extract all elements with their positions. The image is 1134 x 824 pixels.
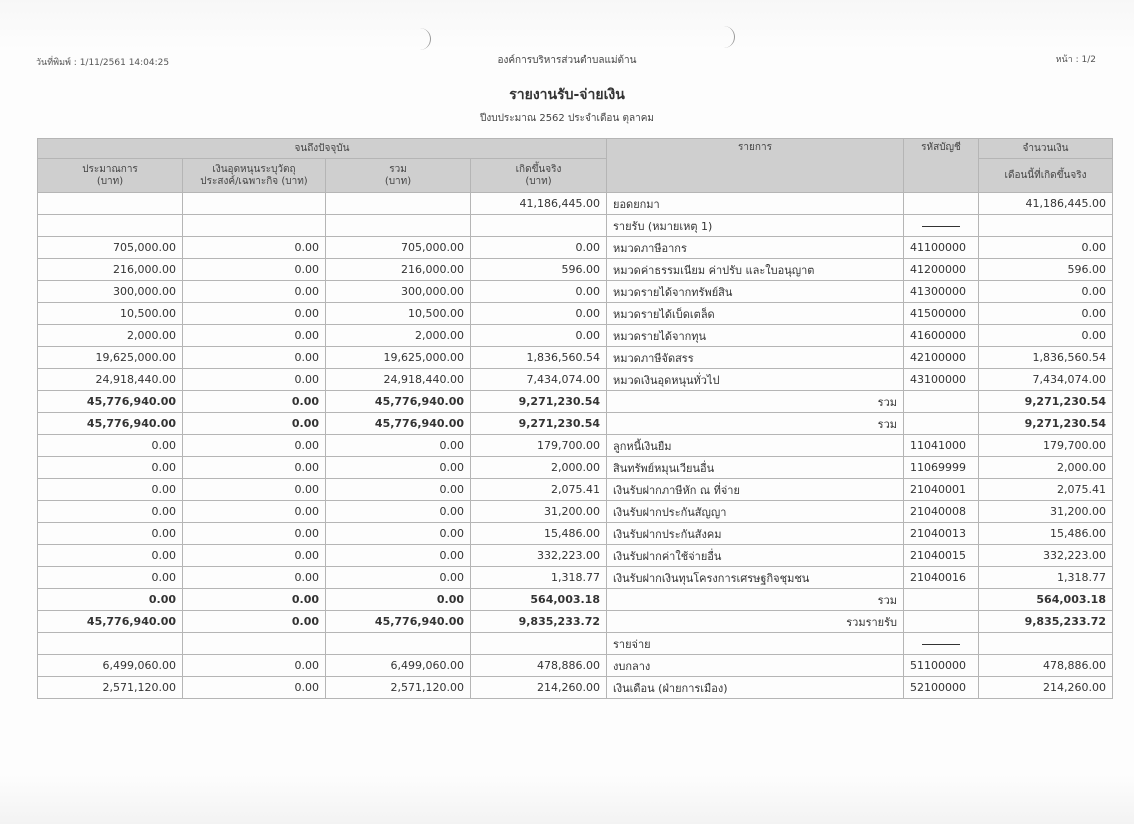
section-underline bbox=[922, 644, 960, 645]
cell-amount: 564,003.18 bbox=[979, 589, 1113, 611]
cell-item: หมวดเงินอุดหนุนทั่วไป bbox=[607, 369, 904, 391]
cell-account-code: 42100000 bbox=[904, 347, 979, 369]
cell-account-code: 21040008 bbox=[904, 501, 979, 523]
cell-specific-grant: 0.00 bbox=[183, 655, 326, 677]
cell-amount bbox=[979, 633, 1113, 655]
cell-item: หมวดภาษีจัดสรร bbox=[607, 347, 904, 369]
cell-amount: 15,486.00 bbox=[979, 523, 1113, 545]
cell-amount: 2,000.00 bbox=[979, 457, 1113, 479]
cell-sum: 19,625,000.00 bbox=[326, 347, 471, 369]
cell-amount: 9,271,230.54 bbox=[979, 413, 1113, 435]
cell-sum: 0.00 bbox=[326, 545, 471, 567]
cell-specific-grant: 0.00 bbox=[183, 413, 326, 435]
cell-specific-grant: 0.00 bbox=[183, 479, 326, 501]
cell-specific-grant: 0.00 bbox=[183, 325, 326, 347]
table-row bbox=[38, 479, 1113, 501]
cell-account-code: 43100000 bbox=[904, 369, 979, 391]
cell-estimate: 19,625,000.00 bbox=[38, 347, 183, 369]
cell-amount: 1,836,560.54 bbox=[979, 347, 1113, 369]
cell-sum: 45,776,940.00 bbox=[326, 413, 471, 435]
cell-specific-grant: 0.00 bbox=[183, 347, 326, 369]
cell-sum: 24,918,440.00 bbox=[326, 369, 471, 391]
table-row bbox=[38, 655, 1113, 677]
cell-actual: 0.00 bbox=[471, 281, 607, 303]
cell-specific-grant: 0.00 bbox=[183, 567, 326, 589]
cell-actual bbox=[471, 633, 607, 655]
cell-actual: 596.00 bbox=[471, 259, 607, 281]
table-row bbox=[38, 633, 1113, 655]
cell-estimate: 216,000.00 bbox=[38, 259, 183, 281]
cell-account-code bbox=[904, 193, 979, 215]
cell-item: เงินรับฝากเงินทุนโครงการเศรษฐกิจชุมชน bbox=[607, 567, 904, 589]
cell-amount: 596.00 bbox=[979, 259, 1113, 281]
cell-item: รวม bbox=[607, 413, 904, 435]
cell-actual: 1,836,560.54 bbox=[471, 347, 607, 369]
report-subtitle: ปีงบประมาณ 2562 ประจำเดือน ตุลาคม bbox=[480, 113, 654, 124]
cell-amount: 179,700.00 bbox=[979, 435, 1113, 457]
cell-sum: 45,776,940.00 bbox=[326, 391, 471, 413]
header-group-to-date: จนถึงปัจจุบัน bbox=[38, 139, 607, 159]
cell-specific-grant: 0.00 bbox=[183, 435, 326, 457]
cell-account-code: 21040015 bbox=[904, 545, 979, 567]
header-estimate: ประมาณการ (บาท) bbox=[38, 159, 183, 193]
receipt-payment-table bbox=[37, 138, 1113, 699]
table-row bbox=[38, 435, 1113, 457]
cell-account-code: 41200000 bbox=[904, 259, 979, 281]
table-row bbox=[38, 677, 1113, 699]
table-row bbox=[38, 303, 1113, 325]
cell-actual bbox=[471, 215, 607, 237]
cell-amount: 41,186,445.00 bbox=[979, 193, 1113, 215]
cell-estimate bbox=[38, 633, 183, 655]
cell-specific-grant: 0.00 bbox=[183, 457, 326, 479]
cell-amount: 0.00 bbox=[979, 237, 1113, 259]
cell-item: ยอดยกมา bbox=[607, 193, 904, 215]
cell-account-code: 41600000 bbox=[904, 325, 979, 347]
cell-specific-grant: 0.00 bbox=[183, 237, 326, 259]
cell-item: สินทรัพย์หมุนเวียนอื่น bbox=[607, 457, 904, 479]
table-row bbox=[38, 369, 1113, 391]
page-number: หน้า : 1/2 bbox=[1055, 55, 1096, 65]
cell-estimate bbox=[38, 215, 183, 237]
cell-estimate bbox=[38, 193, 183, 215]
cell-sum bbox=[326, 193, 471, 215]
cell-amount: 9,835,233.72 bbox=[979, 611, 1113, 633]
cell-estimate: 0.00 bbox=[38, 567, 183, 589]
cell-specific-grant: 0.00 bbox=[183, 391, 326, 413]
cell-actual: 214,260.00 bbox=[471, 677, 607, 699]
cell-specific-grant: 0.00 bbox=[183, 589, 326, 611]
cell-sum: 0.00 bbox=[326, 457, 471, 479]
cell-item: รายจ่าย bbox=[607, 633, 904, 655]
cell-sum: 0.00 bbox=[326, 435, 471, 457]
table-row bbox=[38, 281, 1113, 303]
cell-item: หมวดภาษีอากร bbox=[607, 237, 904, 259]
cell-item: เงินรับฝากประกันสังคม bbox=[607, 523, 904, 545]
cell-specific-grant: 0.00 bbox=[183, 259, 326, 281]
cell-estimate: 300,000.00 bbox=[38, 281, 183, 303]
cell-actual: 9,271,230.54 bbox=[471, 413, 607, 435]
table-row bbox=[38, 259, 1113, 281]
cell-estimate: 45,776,940.00 bbox=[38, 611, 183, 633]
table-row bbox=[38, 457, 1113, 479]
cell-item: รายรับ (หมายเหตุ 1) bbox=[607, 215, 904, 237]
table-row bbox=[38, 391, 1113, 413]
cell-account-code: 11041000 bbox=[904, 435, 979, 457]
table-row bbox=[38, 325, 1113, 347]
cell-item: หมวดรายได้เบ็ดเตล็ด bbox=[607, 303, 904, 325]
cell-sum: 45,776,940.00 bbox=[326, 611, 471, 633]
cell-actual: 9,835,233.72 bbox=[471, 611, 607, 633]
cell-sum: 10,500.00 bbox=[326, 303, 471, 325]
cell-account-code: 21040001 bbox=[904, 479, 979, 501]
cell-actual: 332,223.00 bbox=[471, 545, 607, 567]
cell-item: หมวดค่าธรรมเนียม ค่าปรับ และใบอนุญาต bbox=[607, 259, 904, 281]
report-title: รายงานรับ-จ่ายเงิน bbox=[509, 87, 625, 103]
cell-actual: 478,886.00 bbox=[471, 655, 607, 677]
cell-actual: 564,003.18 bbox=[471, 589, 607, 611]
cell-account-code bbox=[904, 633, 979, 655]
table-row bbox=[38, 237, 1113, 259]
cell-actual: 2,075.41 bbox=[471, 479, 607, 501]
cell-actual: 0.00 bbox=[471, 325, 607, 347]
table-row bbox=[38, 589, 1113, 611]
cell-specific-grant: 0.00 bbox=[183, 523, 326, 545]
header-specific-grant: เงินอุดหนุนระบุวัตถุ ประสงค์/เฉพาะกิจ (บาท) bbox=[183, 159, 326, 193]
cell-estimate: 2,571,120.00 bbox=[38, 677, 183, 699]
cell-estimate: 0.00 bbox=[38, 501, 183, 523]
cell-sum: 0.00 bbox=[326, 523, 471, 545]
header-item: รายการ bbox=[607, 139, 904, 193]
table-row bbox=[38, 611, 1113, 633]
cell-estimate: 10,500.00 bbox=[38, 303, 183, 325]
cell-account-code: 11069999 bbox=[904, 457, 979, 479]
cell-item: หมวดรายได้จากทรัพย์สิน bbox=[607, 281, 904, 303]
cell-account-code: 52100000 bbox=[904, 677, 979, 699]
cell-estimate: 6,499,060.00 bbox=[38, 655, 183, 677]
header-account-code: รหัสบัญชี bbox=[904, 139, 979, 193]
cell-estimate: 705,000.00 bbox=[38, 237, 183, 259]
cell-amount: 0.00 bbox=[979, 281, 1113, 303]
cell-item: หมวดรายได้จากทุน bbox=[607, 325, 904, 347]
cell-sum: 0.00 bbox=[326, 479, 471, 501]
cell-amount: 31,200.00 bbox=[979, 501, 1113, 523]
cell-amount: 7,434,074.00 bbox=[979, 369, 1113, 391]
cell-estimate: 2,000.00 bbox=[38, 325, 183, 347]
section-underline bbox=[922, 226, 960, 227]
cell-amount: 2,075.41 bbox=[979, 479, 1113, 501]
cell-item: ลูกหนี้เงินยืม bbox=[607, 435, 904, 457]
cell-sum bbox=[326, 215, 471, 237]
header-actual: เกิดขึ้นจริง (บาท) bbox=[471, 159, 607, 193]
cell-account-code: 51100000 bbox=[904, 655, 979, 677]
table-row bbox=[38, 567, 1113, 589]
cell-actual: 1,318.77 bbox=[471, 567, 607, 589]
cell-sum: 0.00 bbox=[326, 567, 471, 589]
cell-estimate: 45,776,940.00 bbox=[38, 413, 183, 435]
header-amount-month: เดือนนี้ที่เกิดขึ้นจริง bbox=[979, 159, 1113, 193]
header-sum: รวม (บาท) bbox=[326, 159, 471, 193]
cell-actual: 7,434,074.00 bbox=[471, 369, 607, 391]
cell-estimate: 0.00 bbox=[38, 457, 183, 479]
cell-item: เงินรับฝากภาษีหัก ณ ที่จ่าย bbox=[607, 479, 904, 501]
cell-actual: 31,200.00 bbox=[471, 501, 607, 523]
table-row bbox=[38, 347, 1113, 369]
table-row bbox=[38, 193, 1113, 215]
cell-specific-grant bbox=[183, 215, 326, 237]
cell-item: รวมรายรับ bbox=[607, 611, 904, 633]
cell-sum: 300,000.00 bbox=[326, 281, 471, 303]
table-row bbox=[38, 413, 1113, 435]
cell-sum: 2,571,120.00 bbox=[326, 677, 471, 699]
cell-sum: 705,000.00 bbox=[326, 237, 471, 259]
cell-account-code bbox=[904, 391, 979, 413]
cell-item: งบกลาง bbox=[607, 655, 904, 677]
cell-estimate: 0.00 bbox=[38, 435, 183, 457]
cell-estimate: 0.00 bbox=[38, 589, 183, 611]
cell-specific-grant: 0.00 bbox=[183, 281, 326, 303]
cell-sum: 0.00 bbox=[326, 501, 471, 523]
cell-actual: 9,271,230.54 bbox=[471, 391, 607, 413]
cell-actual: 2,000.00 bbox=[471, 457, 607, 479]
cell-specific-grant: 0.00 bbox=[183, 611, 326, 633]
cell-actual: 15,486.00 bbox=[471, 523, 607, 545]
cell-amount: 1,318.77 bbox=[979, 567, 1113, 589]
cell-amount: 0.00 bbox=[979, 303, 1113, 325]
cell-amount: 0.00 bbox=[979, 325, 1113, 347]
cell-estimate: 0.00 bbox=[38, 545, 183, 567]
cell-sum: 0.00 bbox=[326, 589, 471, 611]
cell-specific-grant: 0.00 bbox=[183, 545, 326, 567]
cell-actual: 179,700.00 bbox=[471, 435, 607, 457]
cell-amount: 332,223.00 bbox=[979, 545, 1113, 567]
cell-item: เงินรับฝากค่าใช้จ่ายอื่น bbox=[607, 545, 904, 567]
organization-name: องค์การบริหารส่วนตำบลแม่ต้าน bbox=[497, 55, 637, 66]
cell-estimate: 45,776,940.00 bbox=[38, 391, 183, 413]
cell-actual: 0.00 bbox=[471, 237, 607, 259]
cell-item: รวม bbox=[607, 589, 904, 611]
cell-account-code: 21040016 bbox=[904, 567, 979, 589]
cell-account-code bbox=[904, 611, 979, 633]
table-row bbox=[38, 501, 1113, 523]
cell-specific-grant bbox=[183, 193, 326, 215]
cell-account-code bbox=[904, 589, 979, 611]
cell-estimate: 0.00 bbox=[38, 479, 183, 501]
cell-account-code: 41500000 bbox=[904, 303, 979, 325]
cell-sum: 6,499,060.00 bbox=[326, 655, 471, 677]
cell-specific-grant: 0.00 bbox=[183, 303, 326, 325]
cell-account-code: 41100000 bbox=[904, 237, 979, 259]
header-amount: จำนวนเงิน bbox=[979, 139, 1113, 159]
cell-specific-grant: 0.00 bbox=[183, 501, 326, 523]
table-row bbox=[38, 523, 1113, 545]
cell-amount: 9,271,230.54 bbox=[979, 391, 1113, 413]
cell-item: เงินเดือน (ฝ่ายการเมือง) bbox=[607, 677, 904, 699]
print-date: วันที่พิมพ์ : 1/11/2561 14:04:25 bbox=[36, 58, 170, 68]
table-row bbox=[38, 215, 1113, 237]
cell-sum bbox=[326, 633, 471, 655]
cell-item: รวม bbox=[607, 391, 904, 413]
cell-sum: 2,000.00 bbox=[326, 325, 471, 347]
cell-actual: 0.00 bbox=[471, 303, 607, 325]
cell-sum: 216,000.00 bbox=[326, 259, 471, 281]
cell-account-code: 21040013 bbox=[904, 523, 979, 545]
cell-estimate: 24,918,440.00 bbox=[38, 369, 183, 391]
cell-amount bbox=[979, 215, 1113, 237]
cell-actual: 41,186,445.00 bbox=[471, 193, 607, 215]
cell-amount: 214,260.00 bbox=[979, 677, 1113, 699]
cell-amount: 478,886.00 bbox=[979, 655, 1113, 677]
cell-account-code bbox=[904, 215, 979, 237]
cell-account-code: 41300000 bbox=[904, 281, 979, 303]
cell-estimate: 0.00 bbox=[38, 523, 183, 545]
cell-specific-grant: 0.00 bbox=[183, 369, 326, 391]
table-row bbox=[38, 545, 1113, 567]
cell-specific-grant bbox=[183, 633, 326, 655]
cell-specific-grant: 0.00 bbox=[183, 677, 326, 699]
cell-account-code bbox=[904, 413, 979, 435]
cell-item: เงินรับฝากประกันสัญญา bbox=[607, 501, 904, 523]
